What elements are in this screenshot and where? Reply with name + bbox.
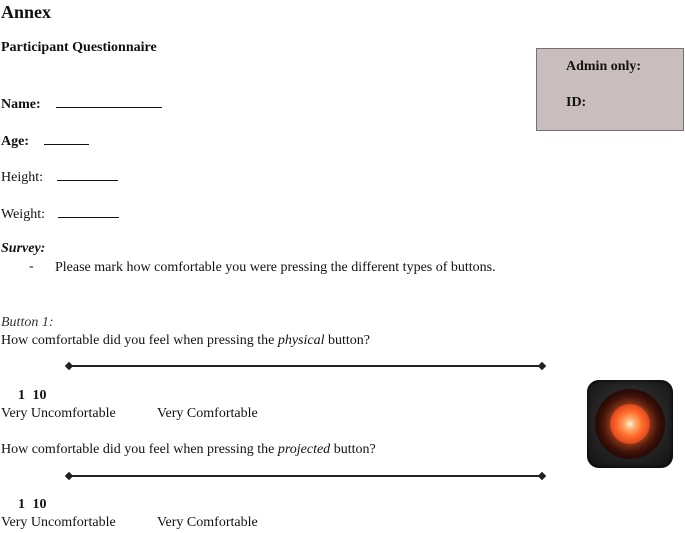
weight-field: [1, 205, 119, 223]
scale-max: 10: [32, 388, 47, 403]
scale-end-marker: [538, 362, 546, 370]
button1-label: Button 1:: [1, 315, 54, 330]
admin-box: [536, 48, 684, 131]
scale-end-marker: [538, 472, 546, 480]
question-physical-suffix: button?: [324, 333, 370, 348]
scale-high-label-physical: Very Comfortable: [157, 406, 258, 421]
scale-max: 10: [32, 497, 47, 512]
scale-numbers-projected: [18, 497, 47, 513]
scale-min: 1: [18, 497, 25, 512]
height-field: [1, 168, 118, 186]
admin-id-label: ID:: [566, 95, 587, 110]
questionnaire-title: Participant Questionnaire: [1, 40, 157, 55]
scale-numbers-physical: [18, 388, 47, 404]
question-physical: [1, 333, 370, 349]
admin-title: Admin only:: [566, 59, 642, 74]
question-physical-prefix: How comfortable did you feel when pressing the: [1, 333, 278, 348]
scale-line[interactable]: [69, 475, 542, 477]
name-blank[interactable]: [56, 95, 162, 108]
question-projected-prefix: How comfortable did you feel when pressing the: [1, 442, 278, 457]
question-physical-emphasis: physical: [277, 333, 325, 348]
scale-low-label-physical: Very Uncomfortable: [1, 406, 116, 421]
scale-line[interactable]: [69, 365, 542, 367]
survey-instruction: Please mark how comfortable you were pressing the different types of buttons.: [55, 260, 496, 275]
height-blank[interactable]: [57, 168, 118, 181]
height-label: Height:: [1, 170, 43, 185]
red-push-button-icon: [587, 380, 673, 468]
age-field: [1, 132, 89, 150]
weight-blank[interactable]: [58, 205, 119, 218]
survey-title: Survey:: [1, 241, 46, 256]
name-field: [1, 95, 162, 113]
question-projected-emphasis: projected: [277, 442, 331, 457]
name-label: Name:: [1, 97, 41, 112]
weight-label: Weight:: [1, 207, 45, 222]
age-blank[interactable]: [44, 132, 89, 145]
question-projected-suffix: button?: [330, 442, 376, 457]
bullet-dash: -: [29, 259, 34, 274]
page-title: Annex: [1, 2, 52, 22]
question-projected: [1, 442, 376, 458]
button-glow: [610, 404, 650, 444]
scale-min: 1: [18, 388, 25, 403]
scale-high-label-projected: Very Comfortable: [157, 515, 258, 530]
age-label: Age:: [1, 134, 29, 149]
scale-low-label-projected: Very Uncomfortable: [1, 515, 116, 530]
button-ring: [595, 389, 665, 459]
